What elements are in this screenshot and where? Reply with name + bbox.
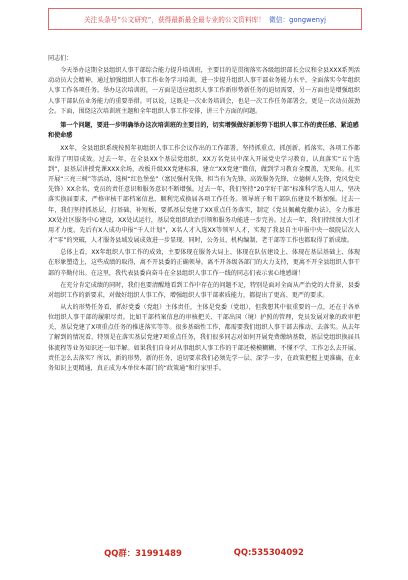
qq-group: QQ群：31991489 — [104, 548, 182, 558]
body-paragraph: 从大的形势任务看，抓好党委（党组）主体责任，主体是党委（党组），但我想其中很重要的一点，还在于各单位组织人事干部的履职尽责。比如干部档案信息的审核把关、干部出国（境）护照的管理，党员发展对象的政审把关，基层党建了X项重点任务的推进落实等等。很多基础性工作，都需要我们组织人事干部去推动、去落实。从去年了解到的情况看，特别是在落实基层党建7项重点任务，我们很多同志对如何开展党费缴纳基数，基层党组织换届具体流程等业务知识还一知半解。如果我们自身对从事组织人事工作的干部还模模糊糊、不懂不学，工作怎么去开展、责任怎么去落实？所以，新的形势，新的任务，迫切要求我们必须先学一层、深学一步，在政策把握上更准确，在业务知识上更精通，真正成为本单位本部门的“政策通”和行家里手。 — [48, 303, 360, 373]
footer-contacts — [48, 547, 360, 561]
banner-text: 关注头条号“公文研究”，获得最新最全最专业的公文资料库！ — [83, 16, 266, 24]
banner-wechat-label: 微信： — [269, 16, 290, 24]
body-paragraph: 在充分肯定成绩的同时，我们也要清醒地看到工作中存在的问题不足，特别是面对全面从严治党的大背景，县委对组织工作的新要求，对做好组织人事工作，增强组织人事干部素质能力，都提出了更高、更严的要求。 — [48, 281, 360, 299]
intro-paragraph: 今天举办这期全县组织人事干部综合能力提升培训班，主要目的是贯彻落实各级组织部长会议和全县XXX系列活动动员大会精神，通过加强组织人事工作业务学习培训，进一步提升组织人事干部业务能力水平，全面落实今年组织人事工作各项任务。举办这次培训班，一方面是适应组织人事工作新形势新任务的迫切需要，另一方面也是增强组织人事干部队伍业务能力的重要举措。可以说，这既是一次业务培训会，也是一次工作任务部署会，更是一次动员鼓劲会。下面，围绕这次培训班主题和全年组织人事工作安排，讲三个方面的问题。 — [48, 67, 360, 115]
body-paragraph: 总体上看，XX年组织人事工作的成效，主要体现在服务大局上、体现在队伍建设上、体现在基层基础上、体现在形象塑造上，这些成绩的取得，离不开县委的正确领导，离不开各级各部门的大力支持，更离不开全县组织人事干部的辛勤付出。在这里，我代表县委向奋斗在全县组织人事工作一线的同志们表示衷心地感谢！ — [48, 249, 360, 277]
promo-banner[interactable] — [48, 8, 362, 30]
section-heading: 第一个问题，要进一步明确举办这次培训班的主要目的，切实增强做好新形势下组织人事工作的责任感、紧迫感和使命感 — [48, 122, 359, 140]
qq-number: QQ:535304092 — [233, 547, 304, 557]
banner-wechat-id: gongwenyj — [289, 16, 327, 24]
salutation: 同志们： — [48, 55, 73, 62]
document-body — [48, 54, 360, 376]
banner-wechat — [269, 14, 326, 24]
body-paragraph: XX年，全县组织系统按照年初组织人事工作会议作出的工作部署，坚持抓重点、抓创新、抓落实，各项工作都取得了明显成效。过去一年，在全县XX个基层党组织、XX万名党员中深入开展党史学习教育，认真落实“五个选到”，县基层讲授党课XXX余场，改板升级XX党建标准，建立“XX党建”微信，做到学习教育全覆盖，无死角。扎实开展“三亮三树”等活动，选树“红色堡垒”（富民强村先锋，担当有为先锋，高效服务先锋，立德树人先锋，党风党史先锋）XX余名，党员的责任意识和服务意识不断增强。过去一年，我们坚持“20字好干部”标准科学选人用人，坚决落实换届要求，严格审核干部档案信息，顺利完成换届各项工作任务。领导班子和干部队伍建设不断加强。过去一年，我们坚持抓基层、打基础、补短板，要抓基层党建了XX重点任务落实，制定《党员佩戴党徽办法》，全力推进XX处社区服务中心建设，XX处试运行，基层党组织政治引领和服务功能进一步完善。过去一年，我们持续加大引才用才力度，先后有X人成功申报“千人计划”，X名人才入选XX等领军人才，实现了我县自主申报中央一级院层次人才“零”的突破，人才服务县域发展成效进一步显现。同时，公务员、机构编制、老干部等工作也都取得了新成绩。 — [48, 145, 360, 245]
